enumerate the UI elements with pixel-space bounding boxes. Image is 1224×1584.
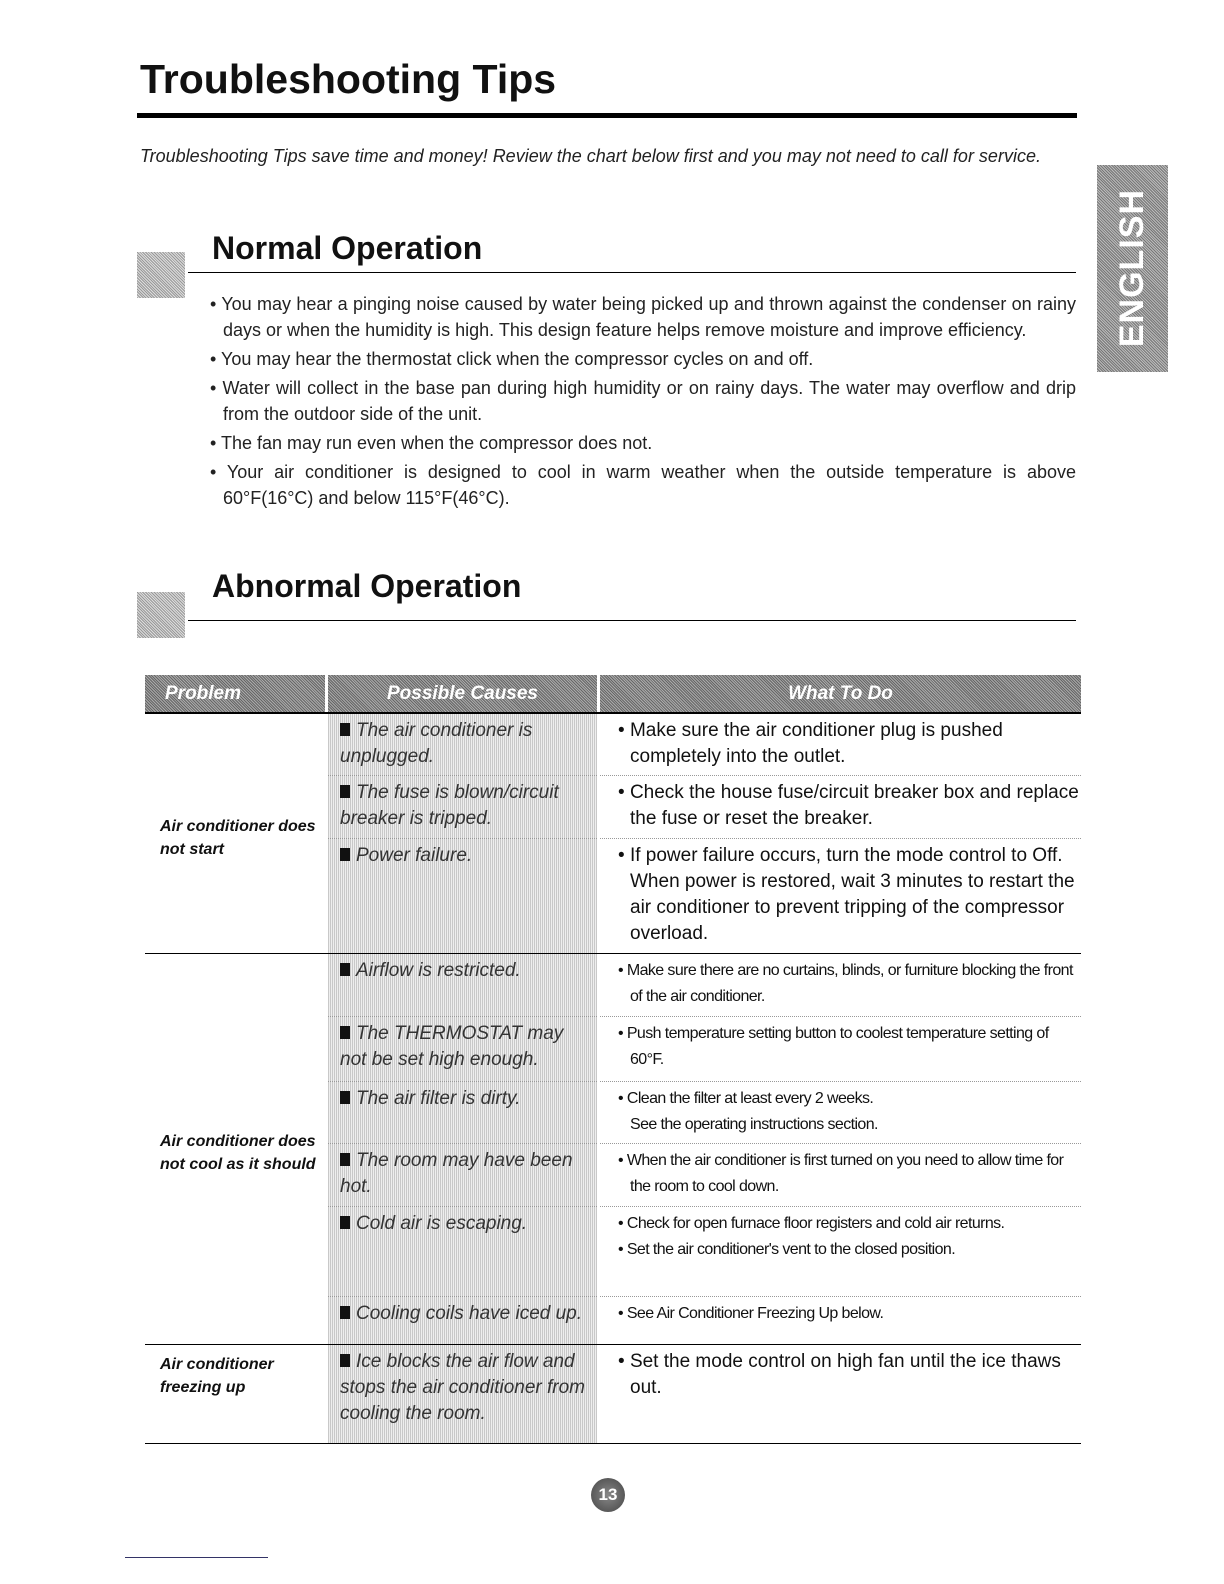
- fix-cell: [600, 954, 1081, 1017]
- section-marker-icon: [137, 592, 185, 638]
- square-bullet-icon: [340, 848, 350, 861]
- cause-cell: [328, 839, 597, 953]
- cause-cell: [328, 1082, 597, 1144]
- section-divider: [188, 620, 1076, 621]
- fix-cell: [600, 714, 1081, 776]
- fix-cell: [600, 1345, 1081, 1443]
- square-bullet-icon: [340, 1091, 350, 1104]
- table-row: [325, 776, 1081, 839]
- table-row: [325, 1017, 1081, 1082]
- list-item: • The fan may run even when the compressor does not.: [210, 430, 1076, 456]
- list-item: • Your air conditioner is designed to cool in warm weather when the outside temperature is above 60°F(16°C) and below 115°F(46°C).: [210, 459, 1076, 511]
- fix-cell: [600, 1207, 1081, 1297]
- language-tab-label: ENGLISH: [1113, 189, 1151, 348]
- table-row-group: [145, 954, 1081, 1345]
- problem-cell: Air conditioner freezing up: [160, 1356, 274, 1396]
- problem-cell: Air conditioner does not cool as it should: [160, 1133, 316, 1173]
- table-row: [325, 714, 1081, 776]
- square-bullet-icon: [340, 1216, 350, 1229]
- table-row: [325, 1082, 1081, 1144]
- fix-cell: [600, 839, 1081, 953]
- list-item: • You may hear a pinging noise caused by water being picked up and thrown against the condenser on rainy days or when the humidity is high. This design feature helps remove moisture and improve efficiency.: [210, 291, 1076, 343]
- square-bullet-icon: [340, 1026, 350, 1039]
- cause-text: Airflow is restricted.: [356, 960, 521, 981]
- header-possible-causes: Possible Causes: [328, 675, 597, 712]
- table-row: [325, 1144, 1081, 1207]
- list-item: • Water will collect in the base pan during high humidity or on rainy days. The water may overflow and drip from the outdoor side of the unit.: [210, 375, 1076, 427]
- fix-cell: [600, 1297, 1081, 1344]
- cause-cell: [328, 776, 597, 839]
- page-title: Troubleshooting Tips: [140, 56, 557, 102]
- cause-text: The air filter is dirty.: [356, 1088, 521, 1109]
- intro-text: Troubleshooting Tips save time and money! Review the chart below first and you may not need to call for service.: [140, 146, 1041, 166]
- square-bullet-icon: [340, 1354, 350, 1367]
- cause-cell: [328, 714, 597, 776]
- fix-text: • See Air Conditioner Freezing Up below.: [618, 1301, 1081, 1327]
- fix-cell: [600, 776, 1081, 839]
- fix-text: • Check for open furnace floor registers and cold air returns.: [618, 1211, 1081, 1237]
- table-row: [325, 1345, 1081, 1443]
- problem-cell: Air conditioner does not start: [160, 817, 316, 858]
- table-row-group: [145, 714, 1081, 954]
- title-divider: [137, 113, 1077, 118]
- troubleshooting-table: [145, 675, 1081, 1444]
- fix-text: • Clean the filter at least every 2 weeks.: [618, 1086, 1081, 1112]
- list-item: • You may hear the thermostat click when the compressor cycles on and off.: [210, 346, 1076, 372]
- fix-text: • If power failure occurs, turn the mode control to Off. When power is restored, wait 3 minutes to restart the air conditioner to prevent tripping of the compressor overload.: [618, 843, 1081, 947]
- cause-text: Cooling coils have iced up.: [356, 1303, 583, 1324]
- header-what-to-do: What To Do: [600, 675, 1081, 712]
- normal-operation-list: [210, 291, 1076, 514]
- cause-cell: [328, 1207, 597, 1297]
- fix-text: • Push temperature setting button to coolest temperature setting of 60°F.: [618, 1021, 1081, 1073]
- cause-cell: [328, 1345, 597, 1443]
- square-bullet-icon: [340, 723, 350, 736]
- table-row: [325, 1207, 1081, 1297]
- table-row: [325, 839, 1081, 953]
- cause-text: The THERMOSTAT may not be set high enough.: [340, 1023, 564, 1070]
- fix-text: • Check the house fuse/circuit breaker box and replace the fuse or reset the breaker.: [618, 780, 1081, 832]
- cause-text: The room may have been hot.: [340, 1150, 573, 1197]
- table-header: [145, 675, 1081, 714]
- cause-text: Power failure.: [356, 845, 473, 866]
- abnormal-operation-heading: Abnormal Operation: [212, 568, 522, 604]
- cause-text: Cold air is escaping.: [356, 1213, 528, 1234]
- cause-cell: [328, 954, 597, 1017]
- cause-cell: [328, 1297, 597, 1344]
- fix-text: • Make sure there are no curtains, blinds, or furniture blocking the front of the air conditioner.: [618, 958, 1081, 1010]
- page-number: 13: [591, 1478, 625, 1512]
- section-marker-icon: [137, 252, 185, 298]
- header-problem: Problem: [145, 675, 325, 712]
- section-divider: [188, 272, 1076, 273]
- fix-text: • Make sure the air conditioner plug is pushed completely into the outlet.: [618, 718, 1081, 770]
- cause-cell: [328, 1144, 597, 1207]
- cause-cell: [328, 1017, 597, 1082]
- cause-text: The air conditioner is unplugged.: [340, 720, 533, 767]
- fix-cell: [600, 1144, 1081, 1207]
- cause-text: Ice blocks the air flow and stops the air conditioner from cooling the room.: [340, 1351, 586, 1424]
- normal-operation-heading: Normal Operation: [212, 230, 483, 266]
- fix-cell: [600, 1082, 1081, 1144]
- fix-text: • Set the mode control on high fan until the ice thaws out.: [618, 1349, 1081, 1401]
- square-bullet-icon: [340, 1153, 350, 1166]
- cause-text: The fuse is blown/circuit breaker is tripped.: [340, 782, 559, 829]
- language-tab: [1097, 165, 1168, 372]
- square-bullet-icon: [340, 785, 350, 798]
- table-row: [325, 1297, 1081, 1344]
- table-row-group: [145, 1345, 1081, 1444]
- square-bullet-icon: [340, 963, 350, 976]
- square-bullet-icon: [340, 1306, 350, 1319]
- fix-text: • When the air conditioner is first turned on you need to allow time for the room to cool down.: [618, 1148, 1081, 1200]
- table-row: [325, 954, 1081, 1017]
- footer-line: [125, 1557, 268, 1558]
- fix-cell: [600, 1017, 1081, 1082]
- fix-text: • Set the air conditioner's vent to the closed position.: [618, 1237, 1081, 1263]
- fix-text: See the operating instructions section.: [630, 1116, 878, 1133]
